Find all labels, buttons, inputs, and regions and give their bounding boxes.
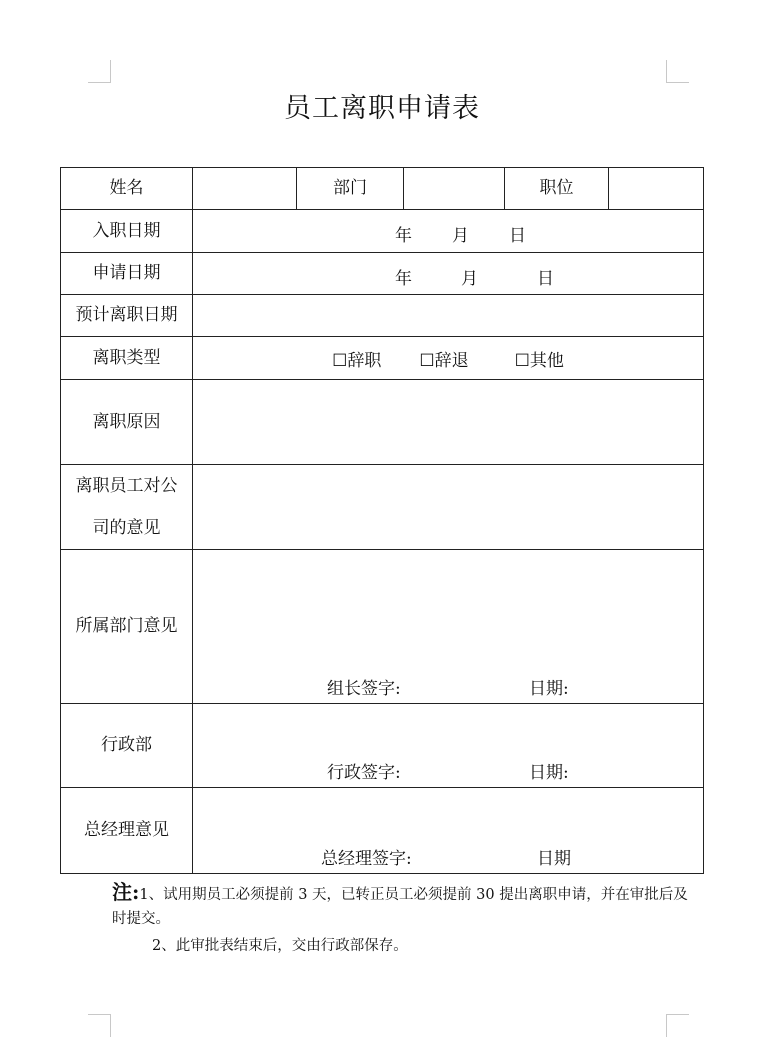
row-apply-date bbox=[61, 253, 704, 295]
admin-sign-label: 行政签字: bbox=[327, 763, 401, 783]
apply-year-unit: 年 bbox=[395, 268, 412, 289]
corner-mark-top-right bbox=[666, 60, 689, 83]
name-field[interactable] bbox=[193, 168, 297, 210]
gm-opinion-label: 总经理意见 bbox=[61, 788, 193, 874]
expected-leave-date-field[interactable] bbox=[193, 295, 704, 337]
leader-date-label: 日期: bbox=[529, 679, 569, 699]
checkbox-resign[interactable]: ☐辞职 bbox=[332, 350, 382, 371]
leader-sign-label: 组长签字: bbox=[327, 679, 401, 699]
admin-opinion-field[interactable] bbox=[193, 704, 704, 788]
note-item-1: 1、试用期员工必须提前 3 天，已转正员工必须提前 30 提出离职申请，并在审批后及时提交。 bbox=[112, 887, 688, 927]
row-gm-opinion bbox=[61, 788, 704, 874]
admin-label: 行政部 bbox=[61, 704, 193, 788]
apply-month-unit: 月 bbox=[461, 268, 478, 289]
resignation-form-table bbox=[60, 167, 704, 874]
hire-month-unit: 月 bbox=[452, 226, 469, 246]
employee-opinion-label-line2: 司的意见 bbox=[92, 518, 161, 538]
leave-type-options bbox=[193, 337, 704, 380]
hire-day-unit: 日 bbox=[509, 226, 526, 246]
leave-type-label: 离职类型 bbox=[61, 337, 193, 380]
admin-date-label: 日期: bbox=[529, 763, 569, 783]
dept-opinion-label: 所属部门意见 bbox=[61, 550, 193, 704]
expected-leave-date-label: 预计离职日期 bbox=[61, 295, 193, 337]
name-label: 姓名 bbox=[61, 168, 193, 210]
apply-date-field[interactable] bbox=[193, 253, 704, 295]
corner-mark-bottom-right bbox=[666, 1014, 689, 1037]
checkbox-dismissed[interactable]: ☐辞退 bbox=[419, 350, 469, 371]
row-dept-opinion bbox=[61, 550, 704, 704]
corner-mark-bottom-left bbox=[88, 1014, 111, 1037]
hire-date-label: 入职日期 bbox=[61, 210, 193, 253]
employee-opinion-field[interactable] bbox=[193, 465, 704, 550]
gm-opinion-field[interactable] bbox=[193, 788, 704, 874]
position-field[interactable] bbox=[609, 168, 704, 210]
apply-date-label: 申请日期 bbox=[61, 253, 193, 295]
dept-label: 部门 bbox=[297, 168, 404, 210]
gm-date-label: 日期 bbox=[537, 849, 571, 869]
note-item-2: 2、此审批表结束后，交由行政部保存。 bbox=[152, 938, 408, 954]
hire-date-field[interactable] bbox=[193, 210, 704, 253]
row-expected-leave-date bbox=[61, 295, 704, 337]
dept-opinion-field[interactable] bbox=[193, 550, 704, 704]
row-hire-date bbox=[61, 210, 704, 253]
checkbox-other[interactable]: ☐其他 bbox=[514, 350, 564, 371]
gm-sign-label: 总经理签字: bbox=[321, 849, 412, 869]
row-employee-opinion bbox=[61, 465, 704, 550]
row-admin bbox=[61, 704, 704, 788]
employee-opinion-label-line1: 离职员工对公 bbox=[75, 476, 178, 496]
notes-block bbox=[112, 880, 692, 931]
corner-mark-top-left bbox=[88, 60, 111, 83]
hire-year-unit: 年 bbox=[395, 226, 412, 246]
leave-reason-label: 离职原因 bbox=[61, 380, 193, 465]
notes-prefix: 注: bbox=[112, 880, 140, 904]
position-label: 职位 bbox=[505, 168, 609, 210]
row-leave-reason bbox=[61, 380, 704, 465]
dept-field[interactable] bbox=[404, 168, 505, 210]
row-leave-type bbox=[61, 337, 704, 380]
leave-reason-field[interactable] bbox=[193, 380, 704, 465]
apply-day-unit: 日 bbox=[537, 268, 554, 289]
page-title: 员工离职申请表 bbox=[284, 93, 480, 124]
employee-opinion-label bbox=[61, 465, 193, 550]
row-basic-info bbox=[61, 168, 704, 210]
